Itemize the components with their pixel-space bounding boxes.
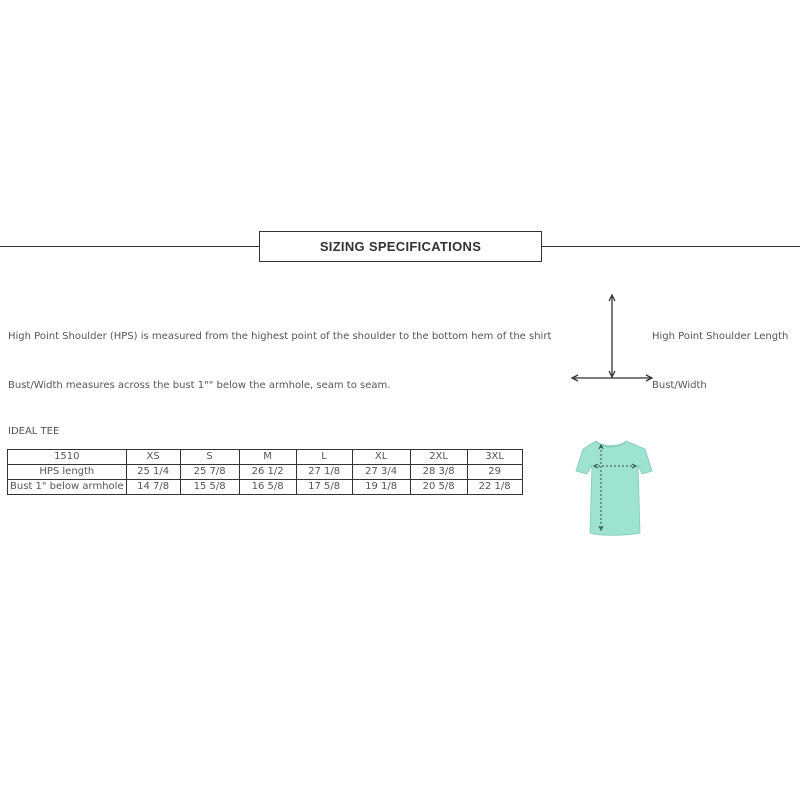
- row-label-cell: HPS length: [8, 465, 127, 480]
- header-cell: XS: [126, 450, 180, 465]
- double-arrow-horizontal-icon: [572, 375, 652, 381]
- table-cell: 28 3/8: [410, 465, 467, 480]
- header-cell: 3XL: [467, 450, 522, 465]
- table-cell: 16 5/8: [239, 480, 296, 495]
- row-label-cell: Bust 1" below armhole: [8, 480, 127, 495]
- bust-description: Bust/Width measures across the bust 1"" below the armhole, seam to seam.: [8, 380, 391, 391]
- table-cell: 29: [467, 465, 522, 480]
- table-row: [8, 480, 523, 495]
- hps-length-label: High Point Shoulder Length: [652, 331, 789, 342]
- header-cell: M: [239, 450, 296, 465]
- table-cell: 14 7/8: [126, 480, 180, 495]
- double-arrow-vertical-icon: [609, 295, 615, 377]
- header-cell: 1510: [8, 450, 127, 465]
- header-cell: XL: [352, 450, 410, 465]
- table-cell: 25 1/4: [126, 465, 180, 480]
- title-box: [259, 231, 542, 262]
- table-cell: 26 1/2: [239, 465, 296, 480]
- product-name: IDEAL TEE: [8, 426, 60, 437]
- table-cell: 27 1/8: [296, 465, 352, 480]
- header-cell: L: [296, 450, 352, 465]
- header-cell: 2XL: [410, 450, 467, 465]
- header-rule-left: [0, 246, 260, 247]
- table-cell: 19 1/8: [352, 480, 410, 495]
- table-cell: 27 3/4: [352, 465, 410, 480]
- table-cell: 20 5/8: [410, 480, 467, 495]
- table-header-row: [8, 450, 523, 465]
- table-cell: 22 1/8: [467, 480, 522, 495]
- table-row: [8, 465, 523, 480]
- t-shirt-icon: [570, 437, 660, 537]
- header-rule-right: [542, 246, 800, 247]
- table-cell: 25 7/8: [180, 465, 239, 480]
- header-cell: S: [180, 450, 239, 465]
- table-cell: 15 5/8: [180, 480, 239, 495]
- hps-description: High Point Shoulder (HPS) is measured from the highest point of the shoulder to the bottom hem of the shirt: [8, 331, 552, 342]
- table-cell: 17 5/8: [296, 480, 352, 495]
- page-title: SIZING SPECIFICATIONS: [319, 239, 482, 254]
- size-table: [7, 449, 523, 495]
- bust-width-label: Bust/Width: [652, 380, 707, 391]
